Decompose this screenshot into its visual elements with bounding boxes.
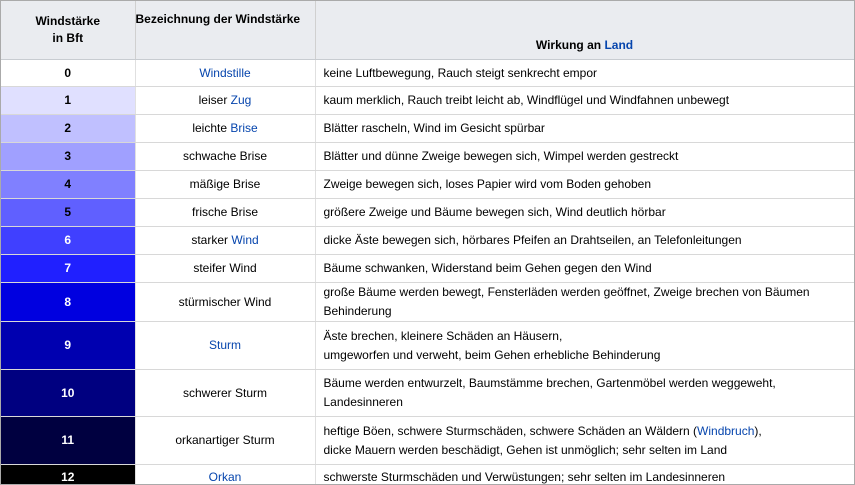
bft-value: 6	[64, 233, 72, 247]
effect-cell	[315, 171, 854, 199]
header-name[interactable]	[135, 1, 315, 60]
bft-value: 0	[64, 65, 72, 80]
table-row	[1, 227, 854, 255]
effect-text: keine Luftbewegung, Rauch steigt senkrecht empor	[323, 65, 597, 80]
effect-text: Zweige bewegen sich, loses Papier wird vom Boden gehoben	[323, 177, 652, 191]
wind-name-link[interactable]: Wind	[231, 233, 259, 247]
bft-value: 10	[61, 385, 75, 400]
effect-text: Behinderung	[323, 304, 392, 318]
bft-cell	[1, 417, 135, 465]
wind-name-cell	[135, 87, 315, 115]
bft-value: 11	[61, 433, 75, 447]
effect-text: große Bäume werden bewegt, Fensterläden werden geöffnet, Zweige brechen von Bäumen	[323, 285, 810, 299]
wind-name-cell	[135, 370, 315, 417]
wind-name-cell	[135, 227, 315, 255]
header-bft-line1: Windstärke	[35, 14, 101, 28]
wind-name-link[interactable]: Zug	[230, 93, 252, 107]
header-bft[interactable]	[1, 1, 135, 60]
effect-text: umgeworfen und verweht, beim Gehen erhebliche Behinderung	[323, 347, 661, 362]
bft-value: 3	[64, 149, 72, 163]
bft-cell	[1, 143, 135, 171]
effect-cell	[315, 227, 854, 255]
table-row	[1, 115, 854, 143]
wind-name-link[interactable]: Windstille	[199, 65, 251, 80]
wind-name-text: schwerer Sturm	[182, 385, 268, 400]
bft-cell	[1, 115, 135, 143]
beaufort-table	[1, 1, 855, 485]
bft-value: 1	[64, 93, 72, 107]
wind-name-text: starker	[191, 233, 232, 247]
table-row	[1, 143, 854, 171]
effect-text: schwerste Sturmschäden und Verwüstungen; sehr selten im Landesinneren	[323, 469, 726, 484]
header-effect-link-land[interactable]: Land	[604, 38, 634, 52]
bft-cell	[1, 322, 135, 370]
bft-cell	[1, 199, 135, 227]
header-name-label: Bezeichnung der Windstärke	[135, 12, 301, 26]
effect-cell	[315, 115, 854, 143]
effect-text: Äste brechen, kleinere Schäden an Häusern,	[323, 328, 563, 343]
wind-name-cell	[135, 199, 315, 227]
effect-text: Blätter und dünne Zweige bewegen sich, Wimpel werden gestreckt	[323, 149, 679, 163]
bft-cell	[1, 60, 135, 87]
effect-cell	[315, 199, 854, 227]
effect-cell	[315, 322, 854, 370]
wind-name-cell	[135, 143, 315, 171]
table-row	[1, 370, 854, 417]
bft-value: 12	[61, 469, 75, 484]
effect-text: dicke Äste bewegen sich, hörbares Pfeifen an Drahtseilen, an Telefonleitungen	[323, 233, 742, 247]
bft-value: 7	[64, 261, 72, 275]
bft-value: 2	[64, 121, 72, 135]
effect-cell	[315, 417, 854, 465]
wind-name-text: leichte	[192, 121, 231, 135]
effect-cell	[315, 255, 854, 283]
bft-cell	[1, 255, 135, 283]
header-bft-line2: in Bft	[52, 31, 84, 45]
effect-cell	[315, 465, 854, 485]
table-row	[1, 87, 854, 115]
table-row	[1, 60, 854, 87]
wind-name-link[interactable]: Sturm	[208, 338, 241, 352]
effect-text: größere Zweige und Bäume bewegen sich, Wind deutlich hörbar	[323, 205, 666, 219]
table-row	[1, 283, 854, 322]
bft-cell	[1, 370, 135, 417]
wind-name-text: leiser	[198, 93, 231, 107]
table-header-row	[1, 1, 854, 60]
wind-name-cell	[135, 417, 315, 465]
effect-text: Landesinneren	[323, 395, 403, 409]
wind-name-link[interactable]: Orkan	[208, 469, 242, 484]
bft-cell	[1, 87, 135, 115]
header-effect-label: Wirkung an	[535, 38, 602, 52]
effect-text: kaum merklich, Rauch treibt leicht ab, Windflügel und Windfahnen unbewegt	[323, 93, 730, 107]
wind-name-text: mäßige Brise	[189, 177, 261, 191]
effect-text: dicke Mauern werden beschädigt, Gehen ist unmöglich; sehr selten im Land	[323, 442, 728, 457]
wind-name-text: schwache Brise	[182, 149, 268, 163]
table-row	[1, 255, 854, 283]
wind-name-cell	[135, 322, 315, 370]
wind-name-cell	[135, 115, 315, 143]
effect-cell	[315, 60, 854, 87]
bft-value: 8	[64, 294, 72, 309]
bft-cell	[1, 227, 135, 255]
wind-name-cell	[135, 465, 315, 485]
effect-text: heftige Böen, schwere Sturmschäden, schwere Schäden an Wäldern (	[323, 423, 698, 438]
bft-value: 4	[64, 177, 72, 191]
bft-cell	[1, 465, 135, 485]
effect-text: Bäume werden entwurzelt, Baumstämme brechen, Gartenmöbel werden weggeweht,	[323, 376, 776, 390]
bft-value: 5	[64, 205, 72, 219]
effect-cell	[315, 370, 854, 417]
wind-name-link[interactable]: Brise	[230, 121, 258, 135]
wind-name-text: steifer Wind	[193, 261, 257, 275]
table-row	[1, 322, 854, 370]
bft-value: 9	[64, 338, 72, 352]
effect-text: Blätter rascheln, Wind im Gesicht spürbar	[323, 121, 545, 135]
table-row	[1, 171, 854, 199]
effect-cell	[315, 143, 854, 171]
effect-cell	[315, 283, 854, 322]
bft-cell	[1, 171, 135, 199]
effect-link-windbruch[interactable]: Windbruch	[697, 423, 755, 438]
effect-cell	[315, 87, 854, 115]
effect-text: ),	[754, 423, 762, 438]
wind-name-cell	[135, 171, 315, 199]
effect-text: Bäume schwanken, Widerstand beim Gehen gegen den Wind	[323, 261, 652, 275]
wind-name-cell	[135, 283, 315, 322]
table-row	[1, 465, 854, 485]
table-row	[1, 417, 854, 465]
wind-name-cell	[135, 255, 315, 283]
wind-name-text: orkanartiger Sturm	[175, 433, 275, 447]
wind-name-text: frische Brise	[191, 205, 259, 219]
table-row	[1, 199, 854, 227]
wind-name-text: stürmischer Wind	[178, 294, 272, 309]
header-effect[interactable]	[315, 1, 854, 60]
bft-cell	[1, 283, 135, 322]
wind-name-cell	[135, 60, 315, 87]
